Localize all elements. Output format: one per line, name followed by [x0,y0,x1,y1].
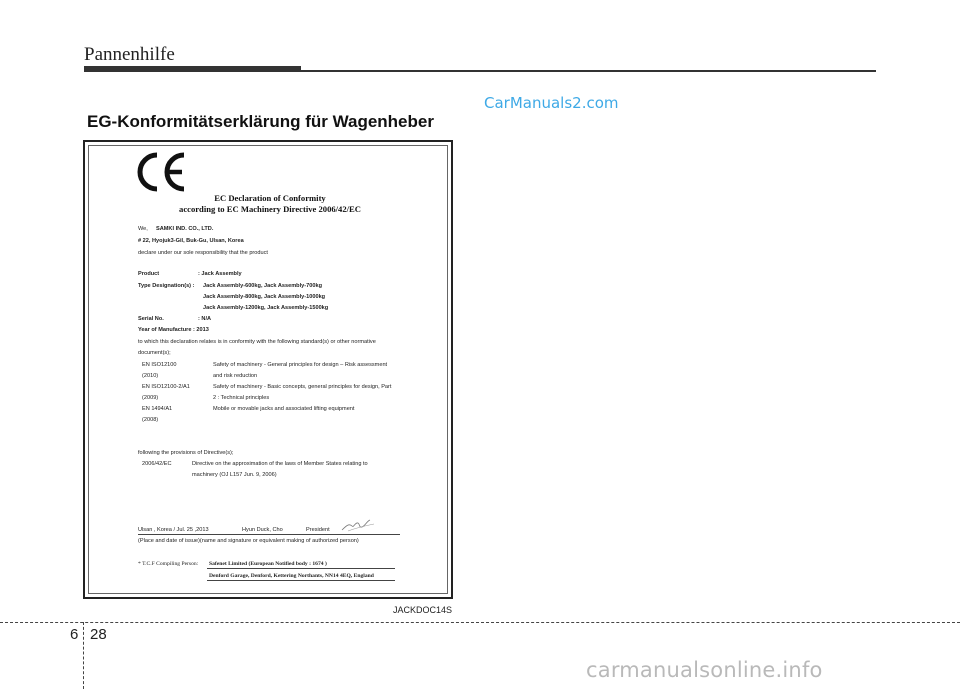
sign-name: Hyun Duck, Cho [242,527,283,533]
signature-icon [340,517,376,533]
footer-rule-horizontal [0,622,960,623]
watermark-top[interactable]: CarManuals2.com [484,94,619,112]
type-value-1: Jack Assembly-600kg, Jack Assembly-700kg [203,283,322,289]
tcf-line-1: Safenet Limited (European Notified body : 1674 ) [209,561,327,567]
standard-code-2: EN ISO12100-2/A1 [142,384,190,390]
standard-code-3: EN 1494/A1 [142,406,173,412]
declare-text: declare under our sole responsibility that the product [138,250,268,256]
standard-year-1: (2010) [142,373,159,379]
directive-code: 2006/42/EC [142,461,172,467]
signature-line [138,534,400,535]
sign-title: President [306,527,330,533]
provisions-intro: following the provisions of Directive(s); [138,450,234,456]
company-address: # 22, Hyojuk3-Gil, Buk-Gu, Ulsan, Korea [138,238,244,244]
product-value: : Jack Assembly [198,271,242,277]
tcf-rule-2 [207,580,395,581]
type-label: Type Designation(s) : [138,283,195,289]
tcf-label: * T.C.F Compiling Person: [138,561,199,567]
watermark-bottom[interactable]: carmanualsonline.info [586,658,823,682]
image-caption: JACKDOC14S [393,605,453,615]
standard-year-3: (2008) [142,417,159,423]
tcf-line-2: Denford Garage, Denford, Kettering Northants, NN14 4EQ, England [209,573,374,579]
page-chapter: 6 [70,626,79,643]
doc-title-line1: EC Declaration of Conformity [214,193,326,203]
standard-desc-2a: Safety of machinery - Basic concepts, general principles for design, Part [213,384,392,390]
ce-mark-icon [137,151,189,193]
product-label: Product [138,271,160,277]
directive-text-1: Directive on the approximation of the laws of Member States relating to [192,461,368,467]
standard-year-2: (2009) [142,395,159,401]
footer-rule-vertical [83,622,84,689]
serial-value: : N/A [198,316,212,322]
section-title: Pannenhilfe [84,44,175,65]
standard-desc-1b: and risk reduction [213,373,258,379]
sign-place-date: Ulsan , Korea / Jul. 25 ,2013 [138,527,209,533]
doc-title-line2: according to EC Machinery Directive 2006/42/EC [179,204,361,214]
serial-label: Serial No. [138,316,164,322]
type-value-3: Jack Assembly-1200kg, Jack Assembly-1500kg [203,305,329,311]
we-label: We, [138,226,148,232]
standard-code-1: EN ISO12100 [142,362,177,368]
year-of-manufacture: Year of Manufacture : 2013 [138,327,209,333]
directive-text-2: machinery (OJ L157 Jun. 9, 2006) [192,472,277,478]
company-name: SAMKI IND. CO., LTD. [156,226,214,232]
conformity-text-1: to which this declaration relates is in conformity with the following standard(s) or other normative [138,339,376,345]
standard-desc-3a: Mobile or movable jacks and associated lifting equipment [213,406,355,412]
tcf-rule-1 [207,568,395,569]
sign-caption: (Place and date of issue)(name and signature or equivalent making of authorized person) [138,538,359,544]
header-rule [84,70,876,72]
standard-desc-1a: Safety of machinery - General principles for design – Risk assessment [213,362,388,368]
conformity-text-2: document(s); [138,350,171,356]
standard-desc-2b: 2 : Technical principles [213,395,270,401]
type-value-2: Jack Assembly-800kg, Jack Assembly-1000kg [203,294,326,300]
page-heading: EG-Konformitätserklärung für Wagenheber [87,112,434,131]
page-number: 28 [90,626,107,643]
